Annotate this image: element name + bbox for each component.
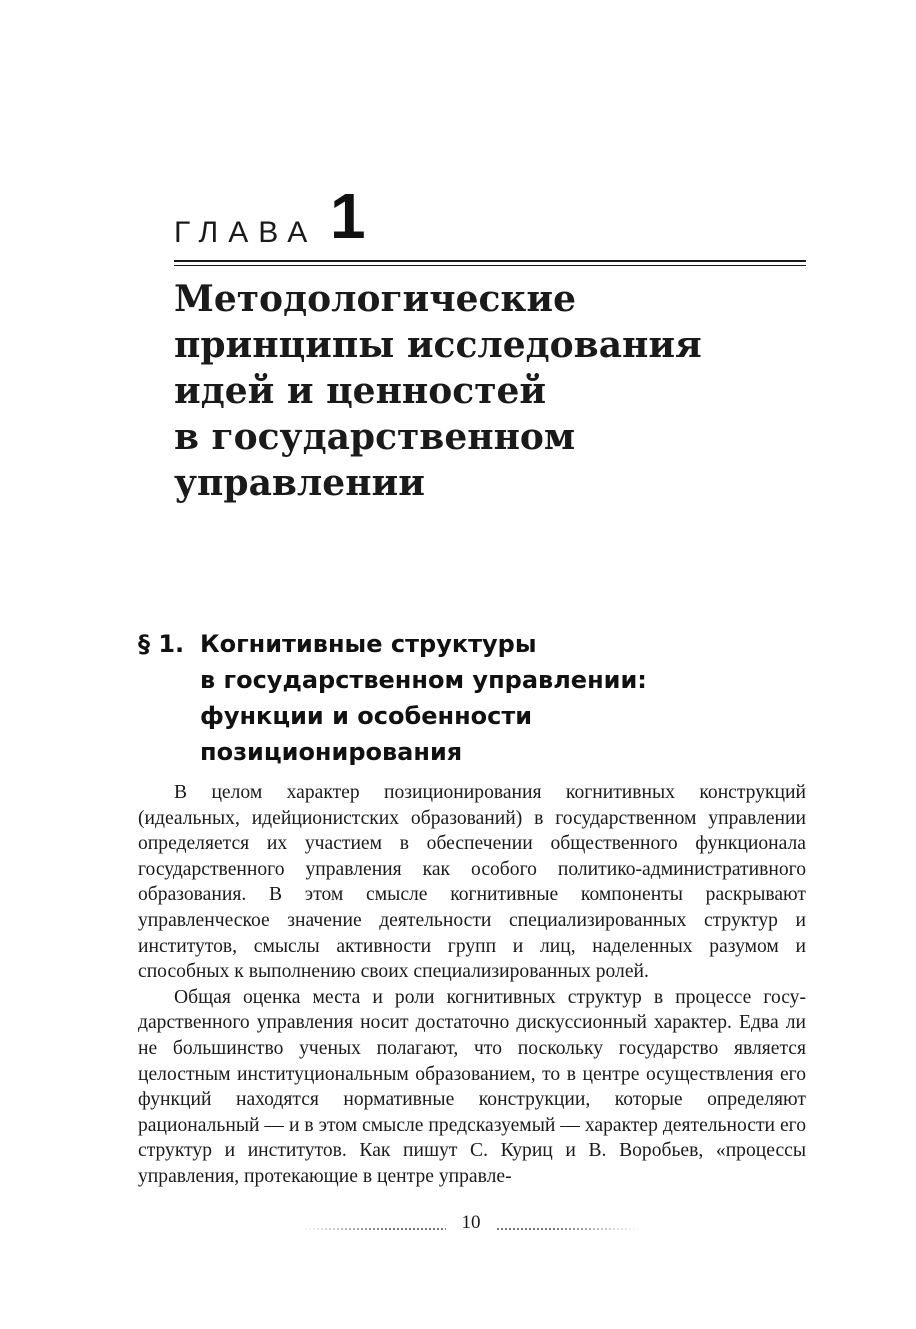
section-title-line: Когнитивные структуры: [200, 630, 537, 658]
chapter-title-line: управлении: [174, 462, 425, 504]
body-text: [138, 780, 806, 1190]
section-title-line: функции и особенности: [200, 702, 533, 730]
chapter-title-line: Методологические: [174, 278, 577, 320]
chapter-number: 1: [330, 180, 366, 252]
page-number: 10: [461, 1212, 481, 1233]
chapter-title-line: идей и ценностей: [174, 370, 547, 412]
page-footer: [300, 1212, 640, 1236]
chapter-rule-thin: [174, 265, 806, 266]
chapter-title-line: принципы исследования: [174, 324, 702, 366]
paragraph: Общая оценка места и роли когнитивных структур в процессе государственного управления носит достаточно дискуссионный характер. Едва ли не большинство ученых полагают, что поскольку государство является целостным институциональным образованием, то в центре осуществления его функций находятся нормативные конструкции, которые определяют рациональный — и в этом смысле предсказуемый — характер деятельности его структур и институтов. Как пишут С. Куриц и В. Воробьев, «процессы управления, протекающие в центре управле-: [138, 986, 806, 1187]
chapter-word: ГЛАВА: [174, 216, 318, 249]
footer-dots-left: [300, 1228, 446, 1230]
section-number: § 1.: [138, 630, 185, 658]
chapter-label: [174, 180, 814, 252]
footer-dots-right: [496, 1228, 640, 1230]
section-title-line: позиционирования: [200, 738, 463, 766]
section-title: [200, 626, 810, 770]
section-title-line: в государственном управлении:: [200, 666, 647, 694]
paragraph: В целом характер позиционирования когнитивных конструкций (идеальных, идейционистских образований) в государственном управлении определяется их участием в обеспечении общественного функционала государственного управления как особого политико-административного образования. В этом смысле когнитивные компоненты раскрывают управленческое значение деятельности специализированных структур и институтов, смыслы активности групп и лиц, наделенных разумом и способных к выполнению своих специализированных ролей.: [138, 782, 806, 983]
chapter-rule-thick: [174, 260, 806, 262]
chapter-title-line: в государственном: [174, 416, 576, 458]
chapter-title: [174, 276, 814, 506]
